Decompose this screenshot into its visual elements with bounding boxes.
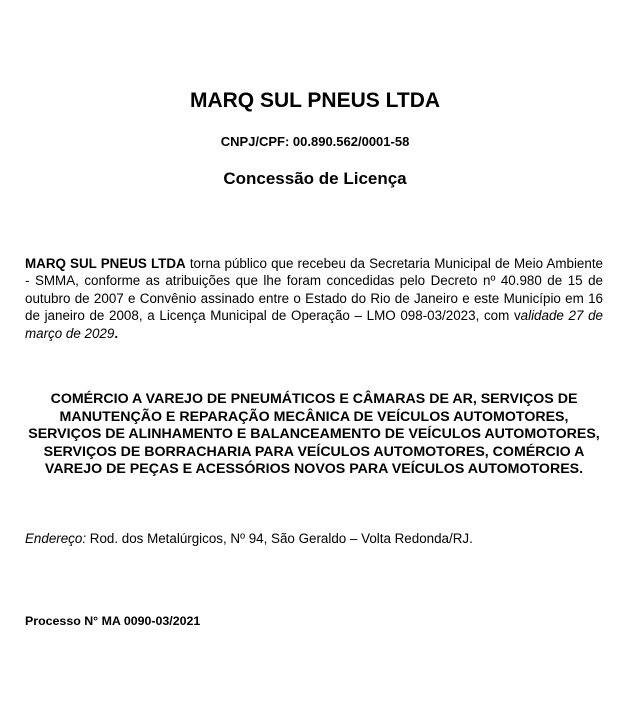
cnpj-line: CNPJ/CPF: 00.890.562/0001-58 bbox=[220, 134, 410, 149]
body-company-name: MARQ SUL PNEUS LTDA bbox=[25, 256, 186, 271]
address-line bbox=[25, 531, 603, 546]
notice-subtitle: Concessão de Licença bbox=[223, 169, 407, 188]
licensed-activities: COMÉRCIO A VAREJO DE PNEUMÁTICOS E CÂMARAS DE AR, SERVIÇOS DE MANUTENÇÃO E REPARAÇÃO MECÂNICA DE VEÍCULOS AUTOMOTORES, SERVIÇOS DE ALINHAMENTO E BALANCEAMENTO DE VEÍCULOS AUTOMOTORES, SERVIÇOS DE BORRACHARIA PARA VEÍCULOS AUTOMOTORES, COMÉRCIO A VAREJO DE PEÇAS E ACESSÓRIOS NOVOS PARA VEÍCULOS AUTOMOTORES. bbox=[28, 391, 600, 478]
address-value: Rod. dos Metalúrgicos, Nº 94, São Geraldo – Volta Redonda/RJ. bbox=[86, 531, 473, 546]
company-title: MARQ SUL PNEUS LTDA bbox=[189, 89, 441, 112]
body-text: torna público que recebeu da Secretaria Municipal de Meio Ambiente - SMMA, conforme as atribuições que lhe foram concedidas pelo Decreto nº 40.980 de 15 de outubro de 2007 e Convênio assinado entre o Estado do Rio de Janeiro e este Município em 16 de janeiro de 2008, a Licença Municipal de Operação – LMO 098-03/2023, com v bbox=[25, 256, 603, 324]
body-end-mark: . bbox=[114, 325, 119, 341]
validity-date: alidade 27 de março de 2029 bbox=[25, 308, 604, 341]
address-label: Endereço: bbox=[25, 531, 87, 546]
notice-body-paragraph bbox=[25, 255, 603, 342]
process-number: Processo N° MA 0090-03/2021 bbox=[25, 614, 201, 628]
